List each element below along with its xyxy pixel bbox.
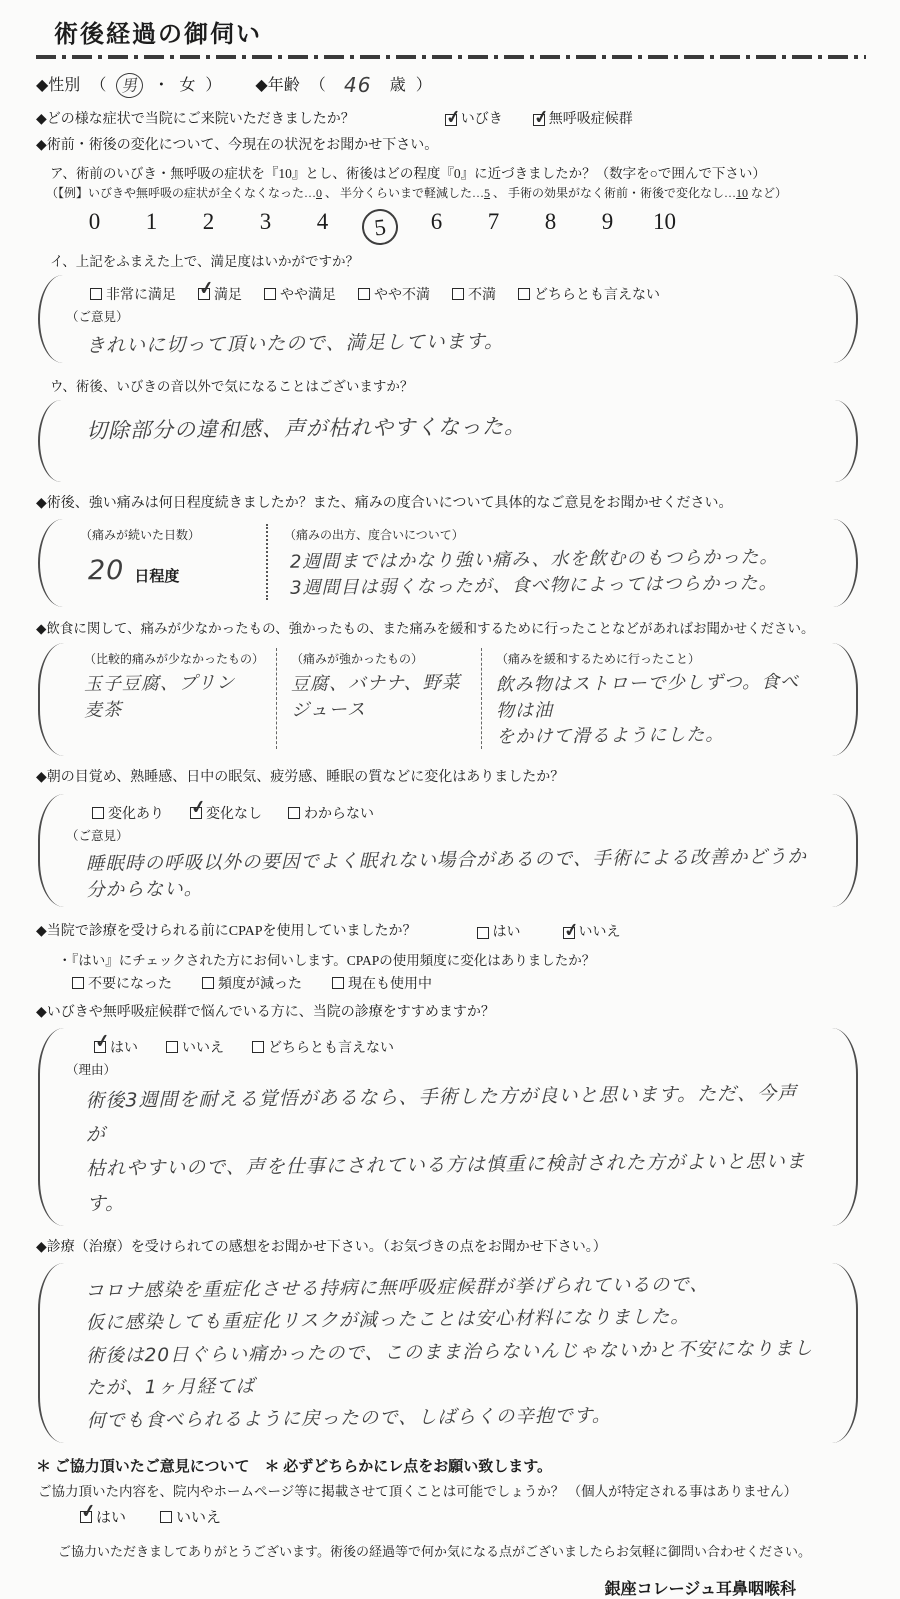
pain-detail-field <box>266 524 816 600</box>
scale-number-10[interactable]: 10 <box>653 208 676 234</box>
checkbox-label: はい <box>96 1510 127 1527</box>
cpap-question: ◆当院で診療を受けられる前にCPAPを使用していましたか？ <box>36 923 417 939</box>
checkbox-label: 変化あり <box>108 806 164 822</box>
checkbox-sleep-changed[interactable] <box>92 803 164 823</box>
pain-days-value: 20 <box>88 554 125 586</box>
checkbox-label: 非常に満足 <box>106 287 176 303</box>
recommend-answer-box[interactable] <box>38 1026 858 1228</box>
scale-number-9[interactable]: 9 <box>601 208 614 234</box>
example-text: 、 手術の効果がなく術前・術後で変化なし… <box>490 185 737 200</box>
publish-question: ご協力頂いた内容を、院内やホームページ等に掲載させて頂くことは可能でしょうか？ （個人が特定される事はありません） <box>38 1484 798 1500</box>
checkbox-label: やや満足 <box>280 287 336 303</box>
age-paren-close: ） <box>415 76 432 94</box>
pain-days-label: （痛みが続いた日数） <box>80 527 201 542</box>
footer-note: ＊ ご協力頂いたご意見について ＊ 必ずどちらかにレ点をお願い致します。 <box>36 1459 553 1476</box>
checkbox-square <box>252 1041 264 1053</box>
thanks-message: ご協力いただきましてありがとうございます。術後の経過等で何か気になる点がございましたらお気軽に御問い合わせください。 <box>58 1544 811 1560</box>
checkbox-label: はい <box>110 1041 138 1057</box>
checkbox-recommend-yes[interactable] <box>93 1030 138 1057</box>
checkbox-label: どちらとも言えない <box>268 1041 394 1057</box>
scale-number-5-selected[interactable]: 5 <box>360 207 400 247</box>
checkbox-sat-dissatisfied[interactable] <box>452 284 496 304</box>
checkbox-square <box>90 288 102 300</box>
comment-label: （ご意見） <box>66 828 129 843</box>
food-col-answer: 飲み物はストローで少しずつ。食べ物は油 をかけて滑るようにした。 <box>495 671 800 749</box>
checkbox-label: わからない <box>304 806 374 822</box>
food-col-label: （比較的痛みが少なかったもの） <box>84 652 265 667</box>
checkbox-cpap-yes[interactable] <box>477 923 521 943</box>
checkbox-square <box>264 288 276 300</box>
checkbox-label: はい <box>492 924 521 940</box>
sleep-comment: 睡眠時の呼吸以外の要因でよく眠れない場合があるので、手術による改善かどうか分からない。 <box>85 846 808 901</box>
example-text: 、 半分くらいまで軽減した… <box>322 185 485 200</box>
checkbox-square <box>444 106 463 129</box>
checkbox-sleep-unknown[interactable] <box>288 803 374 823</box>
change-heading: ◆術前・術後の変化について、今現在の状況をお聞かせ下さい。 <box>36 138 439 154</box>
checkbox-square <box>189 795 208 819</box>
scale-number-2[interactable]: 2 <box>202 208 215 234</box>
checkbox-label: 満足 <box>214 287 242 303</box>
page-title: 術後経過の御伺い <box>54 22 262 48</box>
pain-days-unit: 日程度 <box>134 568 180 585</box>
sleep-question: ◆朝の目覚め、熟睡感、日中の眠気、疲労感、睡眠の質などに変化はありましたか？ <box>36 770 565 786</box>
checkbox-sat-somewhat-dissatisfied[interactable] <box>358 284 430 304</box>
age-paren-open: （ <box>309 76 326 94</box>
checkbox-publish-no[interactable] <box>160 1506 221 1527</box>
concerns-answer-box[interactable] <box>38 398 858 484</box>
checkbox-symptom-ibiki[interactable] <box>444 106 503 130</box>
rating-scale <box>66 209 866 245</box>
pain-answer-box[interactable] <box>38 517 858 609</box>
checkbox-square <box>166 1041 178 1053</box>
satisfaction-answer-box[interactable] <box>38 273 858 365</box>
scale-number-3[interactable]: 3 <box>259 208 272 234</box>
impression-answer-box[interactable] <box>38 1261 858 1445</box>
scale-number-7[interactable]: 7 <box>487 208 500 234</box>
checkbox-square <box>562 918 580 941</box>
checkbox-label: 現在も使用中 <box>348 977 432 993</box>
checkbox-label: いいえ <box>176 1510 222 1527</box>
satisfaction-question: イ、上記をふまえた上で、満足度はいかがですか？ <box>50 253 360 269</box>
checkbox-square <box>518 288 530 300</box>
checkmark-icon: ✓ <box>93 1030 112 1053</box>
change-sub-a: ア、術前のいびき・無呼吸の症状を『10』とし、術後はどの程度『0』に近づきましたか？（数字を○で囲んで下さい） <box>50 165 766 181</box>
checkbox-square <box>93 1030 112 1053</box>
example-value-0: 0 <box>316 185 323 200</box>
age-unit: 歳 <box>389 76 406 94</box>
checkbox-label: 頻度が減った <box>218 977 302 993</box>
checkbox-label: 無呼吸症候群 <box>548 112 633 127</box>
gender-paren-close: ） <box>205 76 222 94</box>
checkbox-square <box>72 977 84 989</box>
checkbox-label: 不要になった <box>88 977 172 993</box>
scale-number-1[interactable]: 1 <box>145 208 158 234</box>
checkbox-square <box>477 927 489 939</box>
symptoms-row <box>36 106 866 130</box>
checkbox-sleep-no-change[interactable] <box>189 795 262 823</box>
cpap-row <box>36 919 866 945</box>
pain-detail-answer: 2週間まではかなり強い痛み、水を飲むのもつらかった。 3週間目は弱くなったが、食べ物によってはつらかった。 <box>289 546 779 599</box>
checkbox-sat-somewhat-satisfied[interactable] <box>264 284 336 304</box>
food-col-answer: 玉子豆腐、プリン 麦茶 <box>83 672 236 722</box>
checkbox-sat-satisfied[interactable] <box>197 276 242 304</box>
checkmark-icon: ✓ <box>444 106 463 129</box>
checkmark-icon: ✓ <box>79 1499 98 1522</box>
food-col-less-pain <box>80 648 276 749</box>
food-col-label: （痛みが強かったもの） <box>291 652 424 667</box>
satisfaction-comment: きれいに切って頂いたので、満足しています。 <box>85 330 505 357</box>
checkbox-square <box>160 1511 172 1523</box>
sleep-answer-box[interactable] <box>38 792 858 909</box>
checkbox-square <box>332 977 344 989</box>
pain-days-field <box>80 524 266 600</box>
checkbox-label: やや不満 <box>374 287 430 303</box>
checkbox-cpap-no[interactable] <box>562 918 621 943</box>
food-col-answer: 豆腐、バナナ、野菜ジュース <box>290 672 461 722</box>
checkmark-icon: ✓ <box>532 106 551 129</box>
comment-label: （ご意見） <box>66 309 129 324</box>
checkmark-icon: ✓ <box>197 276 216 299</box>
gender-option-male[interactable]: 男 <box>115 72 144 99</box>
checkbox-square <box>202 977 214 989</box>
symptoms-question: ◆どの様な症状で当院にご来院いただきましたか？ <box>36 112 355 127</box>
checkbox-cpap-still-using[interactable] <box>332 973 432 993</box>
checkbox-label: いびき <box>460 112 503 127</box>
food-question: ◆飲食に関して、痛みが少なかったもの、強かったもの、また痛みを緩和するために行ったことなどがあればお聞かせください。 <box>36 620 815 636</box>
scale-number-4[interactable]: 4 <box>316 208 329 234</box>
checkbox-label: いいえ <box>578 924 621 940</box>
clinic-name: 銀座コレージュ耳鼻咽喉科 <box>604 1581 796 1599</box>
scale-number-6[interactable]: 6 <box>430 208 443 234</box>
food-col-more-pain <box>276 648 481 749</box>
checkbox-square <box>92 807 104 819</box>
title-divider <box>36 55 866 59</box>
scale-number-0[interactable]: 0 <box>88 208 101 234</box>
example-text: など） <box>748 185 788 200</box>
recommend-reason: 術後3週間を耐える覚悟があるなら、手術した方が良いと思います。ただ、今声が 枯れやすいので、声を仕事にされている方は慎重に検討された方がよいと思います。 <box>85 1082 806 1215</box>
gender-label: ◆性別 <box>36 76 81 94</box>
food-col-label: （痛みを緩和するために行ったこと） <box>496 652 701 667</box>
checkbox-square <box>79 1499 98 1523</box>
impression-question: ◆診療（治療）を受けられての感想をお聞かせ下さい。（お気づきの点をお聞かせ下さい。） <box>36 1240 607 1256</box>
checkbox-cpap-less-frequent[interactable] <box>202 973 302 993</box>
gender-separator: ・ <box>153 76 170 94</box>
example-text: （【例】いびきや無呼吸の症状が全くなくなった… <box>46 185 317 200</box>
checkmark-icon: ✓ <box>189 795 208 818</box>
checkbox-sat-neither[interactable] <box>518 284 660 304</box>
gender-paren-open: （ <box>90 76 107 94</box>
example-value-10: 10 <box>736 185 749 200</box>
checkbox-recommend-no[interactable] <box>166 1037 224 1057</box>
pain-detail-label: （痛みの出方、度合いについて） <box>284 527 464 542</box>
impression-answer: コロナ感染を重症化させる持病に無呼吸症候群が挙げられているので、 仮に感染しても重症化リスクが減ったことは安心材料になりました。 術後は20日ぐらい痛かったので、このまま治らないんじゃないかと不安になりましたが、1ヶ月経てば 何でも食べられるように戻ったので、しばらくの辛抱です。 <box>85 1274 814 1432</box>
profile-row <box>36 71 866 100</box>
checkbox-square <box>358 288 370 300</box>
checkbox-label: いいえ <box>182 1041 224 1057</box>
checkbox-symptom-mukokyu[interactable] <box>532 106 633 130</box>
checkbox-label: 不満 <box>468 287 496 303</box>
food-col-relief <box>481 648 816 749</box>
checkbox-cpap-no-longer-needed[interactable] <box>72 973 172 993</box>
scale-number-8[interactable]: 8 <box>544 208 557 234</box>
checkbox-label: 変化なし <box>206 806 262 822</box>
recommend-question: ◆いびきや無呼吸症候群で悩んでいる方に、当院の診療をすすめますか？ <box>36 1005 495 1021</box>
checkbox-sat-very-satisfied[interactable] <box>90 284 176 304</box>
reason-label: （理由） <box>66 1063 117 1078</box>
concerns-answer: 切除部分の違和感、声が枯れやすくなった。 <box>85 413 527 443</box>
checkbox-recommend-neither[interactable] <box>252 1037 394 1057</box>
checkbox-square <box>288 807 300 819</box>
checkbox-square <box>197 276 216 300</box>
concerns-question: ウ、術後、いびきの音以外で気になることはございますか？ <box>50 378 414 394</box>
checkbox-publish-yes[interactable] <box>79 1499 127 1527</box>
food-answer-box[interactable] <box>38 641 858 758</box>
checkmark-icon: ✓ <box>562 918 580 941</box>
example-value-5: 5 <box>484 185 491 200</box>
age-value[interactable]: 46 <box>343 73 372 97</box>
checkbox-square <box>532 106 551 129</box>
checkbox-label: どちらとも言えない <box>534 287 660 303</box>
age-label: ◆年齢 <box>255 76 300 94</box>
cpap-followup-question: ・『はい』にチェックされた方にお伺いします。CPAPの使用頻度に変化はありましたか？ <box>58 953 596 969</box>
gender-option-female[interactable]: 女 <box>179 76 196 94</box>
pain-question: ◆術後、強い痛みは何日程度続きましたか？また、痛みの度合いについて具体的なご意見をお聞かせください。 <box>36 495 733 511</box>
checkbox-square <box>452 288 464 300</box>
change-example <box>46 184 866 201</box>
